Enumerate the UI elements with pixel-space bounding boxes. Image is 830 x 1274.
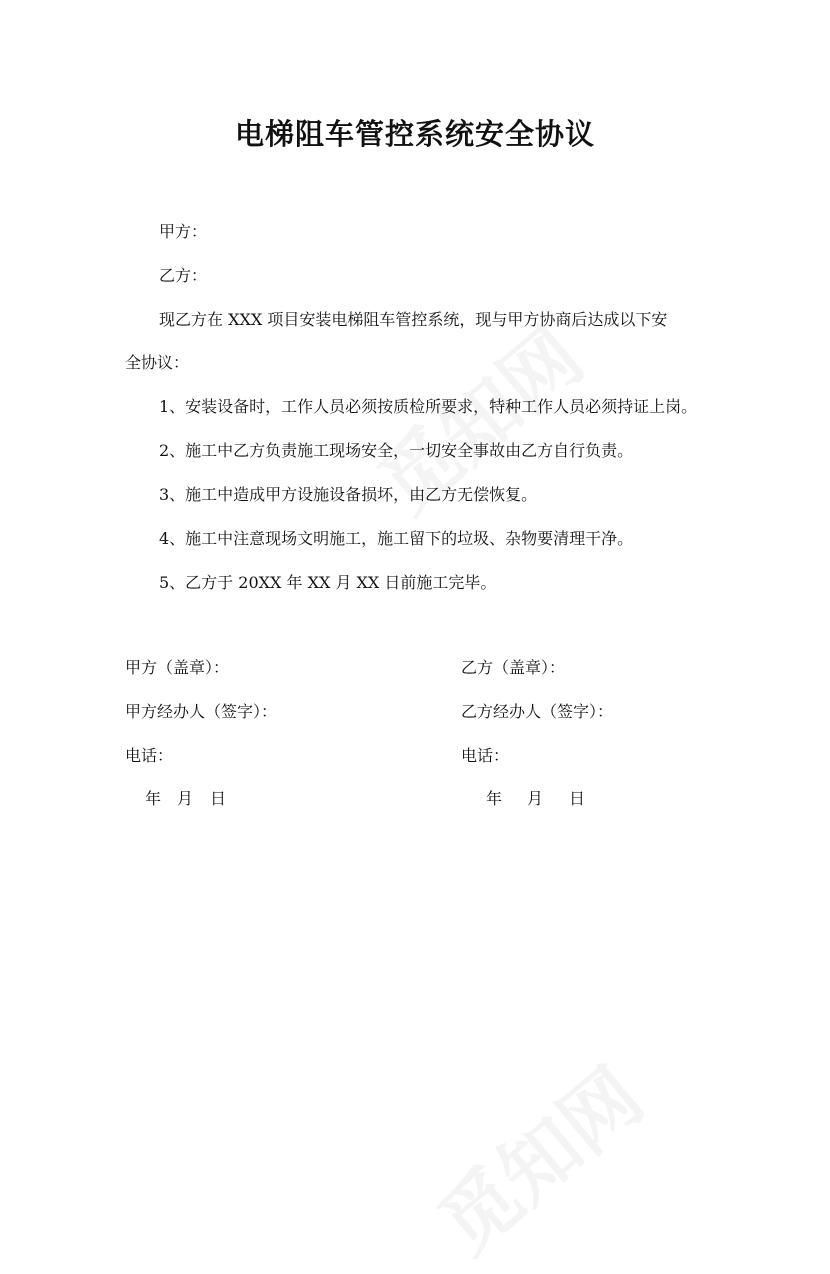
party-a-agent-signature: 甲方经办人（签字）：	[125, 702, 278, 721]
party-b-seal: 乙方（盖章）：	[461, 658, 566, 677]
party-a-line: 甲方：	[159, 222, 208, 241]
party-a-date-month: 月	[177, 789, 194, 808]
party-b-line: 乙方：	[159, 266, 208, 285]
party-a-phone: 电话：	[125, 746, 174, 765]
watermark	[411, 1038, 662, 1274]
party-b-date-year: 年	[486, 789, 503, 808]
party-a-date-day: 日	[210, 789, 227, 808]
party-b-agent-signature: 乙方经办人（签字）：	[461, 702, 614, 721]
clause-2: 2、施工中乙方负责施工现场安全，一切安全事故由乙方自行负责。	[159, 441, 634, 460]
clause-4: 4、施工中注意现场文明施工，施工留下的垃圾、杂物要清理干净。	[159, 529, 634, 548]
clause-3: 3、施工中造成甲方设施设备损坏，由乙方无偿恢复。	[159, 485, 538, 504]
clause-5: 5、乙方于 20XX 年 XX 月 XX 日前施工完毕。	[159, 573, 497, 592]
party-b-phone: 电话：	[461, 746, 510, 765]
document-title: 电梯阻车管控系统安全协议	[234, 117, 595, 151]
intro-paragraph-line2: 全协议：	[125, 353, 190, 372]
party-b-date-day: 日	[569, 789, 586, 808]
party-a-seal: 甲方（盖章）：	[125, 658, 230, 677]
clause-1: 1、安装设备时，工作人员必须按质检所要求，特种工作人员必须持证上岗。	[159, 397, 698, 416]
party-a-date-year: 年	[145, 789, 162, 808]
intro-paragraph-line1: 现乙方在 XXX 项目安装电梯阻车管控系统，现与甲方协商后达成以下安	[159, 310, 668, 329]
party-b-date-month: 月	[527, 789, 544, 808]
